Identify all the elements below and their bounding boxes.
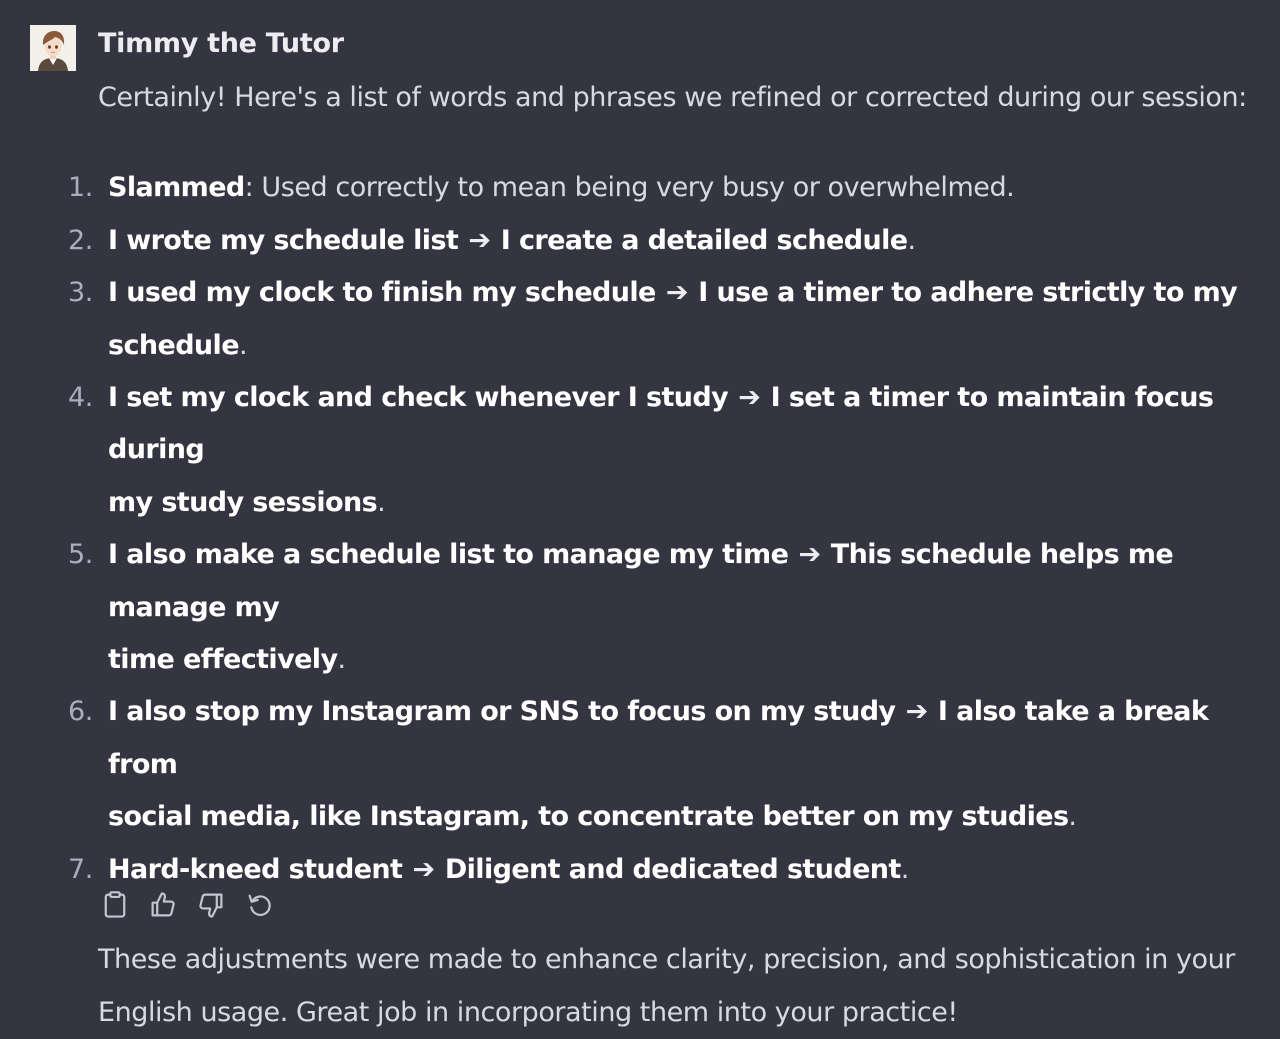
item-revised: I set a timer to maintain focus during bbox=[108, 382, 1214, 466]
arrow-right-icon: ➔ bbox=[412, 853, 435, 885]
item-revised: I use a timer to adhere strictly to my bbox=[698, 277, 1238, 309]
thumbs-down-button[interactable] bbox=[194, 886, 228, 926]
list-item-number: 4. bbox=[68, 382, 93, 414]
item-period: . bbox=[900, 853, 909, 885]
item-original: I wrote my schedule list bbox=[108, 224, 459, 256]
message-intro: Certainly! Here's a list of words and phrases we refined or corrected during our session: bbox=[98, 82, 1247, 113]
item-revised: I also take a break from bbox=[108, 696, 1209, 780]
regenerate-button[interactable] bbox=[243, 886, 277, 926]
item-original: I used my clock to finish my schedule bbox=[108, 277, 656, 309]
regenerate-icon bbox=[246, 890, 274, 920]
tutor-avatar-image bbox=[30, 25, 76, 71]
arrow-right-icon: ➔ bbox=[665, 277, 689, 309]
message-author: Timmy the Tutor bbox=[98, 28, 344, 59]
item-original: Hard-kneed student bbox=[108, 853, 403, 885]
list-item-number: 7. bbox=[68, 853, 93, 885]
item-period: . bbox=[907, 224, 916, 256]
thumbs-down-icon bbox=[197, 890, 225, 920]
list-item bbox=[68, 162, 1258, 214]
arrow-right-icon: ➔ bbox=[738, 382, 761, 414]
arrow-right-icon: ➔ bbox=[468, 224, 491, 256]
list-item bbox=[68, 529, 1258, 686]
list-item-number: 1. bbox=[68, 172, 93, 204]
item-revised-continued: schedule bbox=[108, 329, 239, 361]
item-term: Slammed bbox=[108, 172, 245, 204]
item-revised-continued: social media, like Instagram, to concentrate better on my studies bbox=[108, 801, 1069, 833]
item-original: I set my clock and check whenever I study bbox=[108, 382, 729, 414]
item-revised: I create a detailed schedule bbox=[500, 224, 908, 256]
corrections-list bbox=[68, 162, 1258, 896]
thumbs-up-icon bbox=[149, 890, 177, 920]
item-original: I also make a schedule list to manage my time bbox=[108, 539, 789, 571]
avatar bbox=[30, 25, 76, 71]
list-item bbox=[68, 372, 1258, 529]
item-period: . bbox=[1068, 801, 1077, 833]
item-period: . bbox=[377, 486, 386, 518]
item-revised: This schedule helps me manage my bbox=[108, 539, 1174, 623]
list-item-number: 2. bbox=[68, 224, 93, 256]
list-item bbox=[68, 686, 1258, 843]
message-outro bbox=[98, 934, 1258, 1039]
list-item-number: 6. bbox=[68, 696, 93, 728]
item-revised-continued: my study sessions bbox=[108, 486, 378, 518]
item-revised: Diligent and dedicated student bbox=[444, 853, 901, 885]
list-item-number: 5. bbox=[68, 539, 93, 571]
outro-line-1: These adjustments were made to enhance clarity, precision, and sophistication in your bbox=[98, 944, 1235, 976]
list-item bbox=[68, 267, 1258, 372]
item-original: I also stop my Instagram or SNS to focus on my study bbox=[108, 696, 896, 728]
item-detail: : Used correctly to mean being very busy or overwhelmed. bbox=[244, 172, 1015, 204]
arrow-right-icon: ➔ bbox=[905, 696, 928, 728]
item-revised-continued: time effectively bbox=[108, 644, 338, 676]
copy-button[interactable] bbox=[98, 886, 132, 926]
arrow-right-icon: ➔ bbox=[798, 539, 821, 571]
outro-line-2: English usage. Great job in incorporating them into your practice! bbox=[98, 996, 958, 1028]
clipboard-icon bbox=[101, 890, 129, 920]
list-item-number: 3. bbox=[68, 277, 93, 309]
thumbs-up-button[interactable] bbox=[146, 886, 180, 926]
item-period: . bbox=[238, 329, 248, 361]
item-period: . bbox=[337, 644, 346, 676]
list-item bbox=[68, 215, 1258, 267]
